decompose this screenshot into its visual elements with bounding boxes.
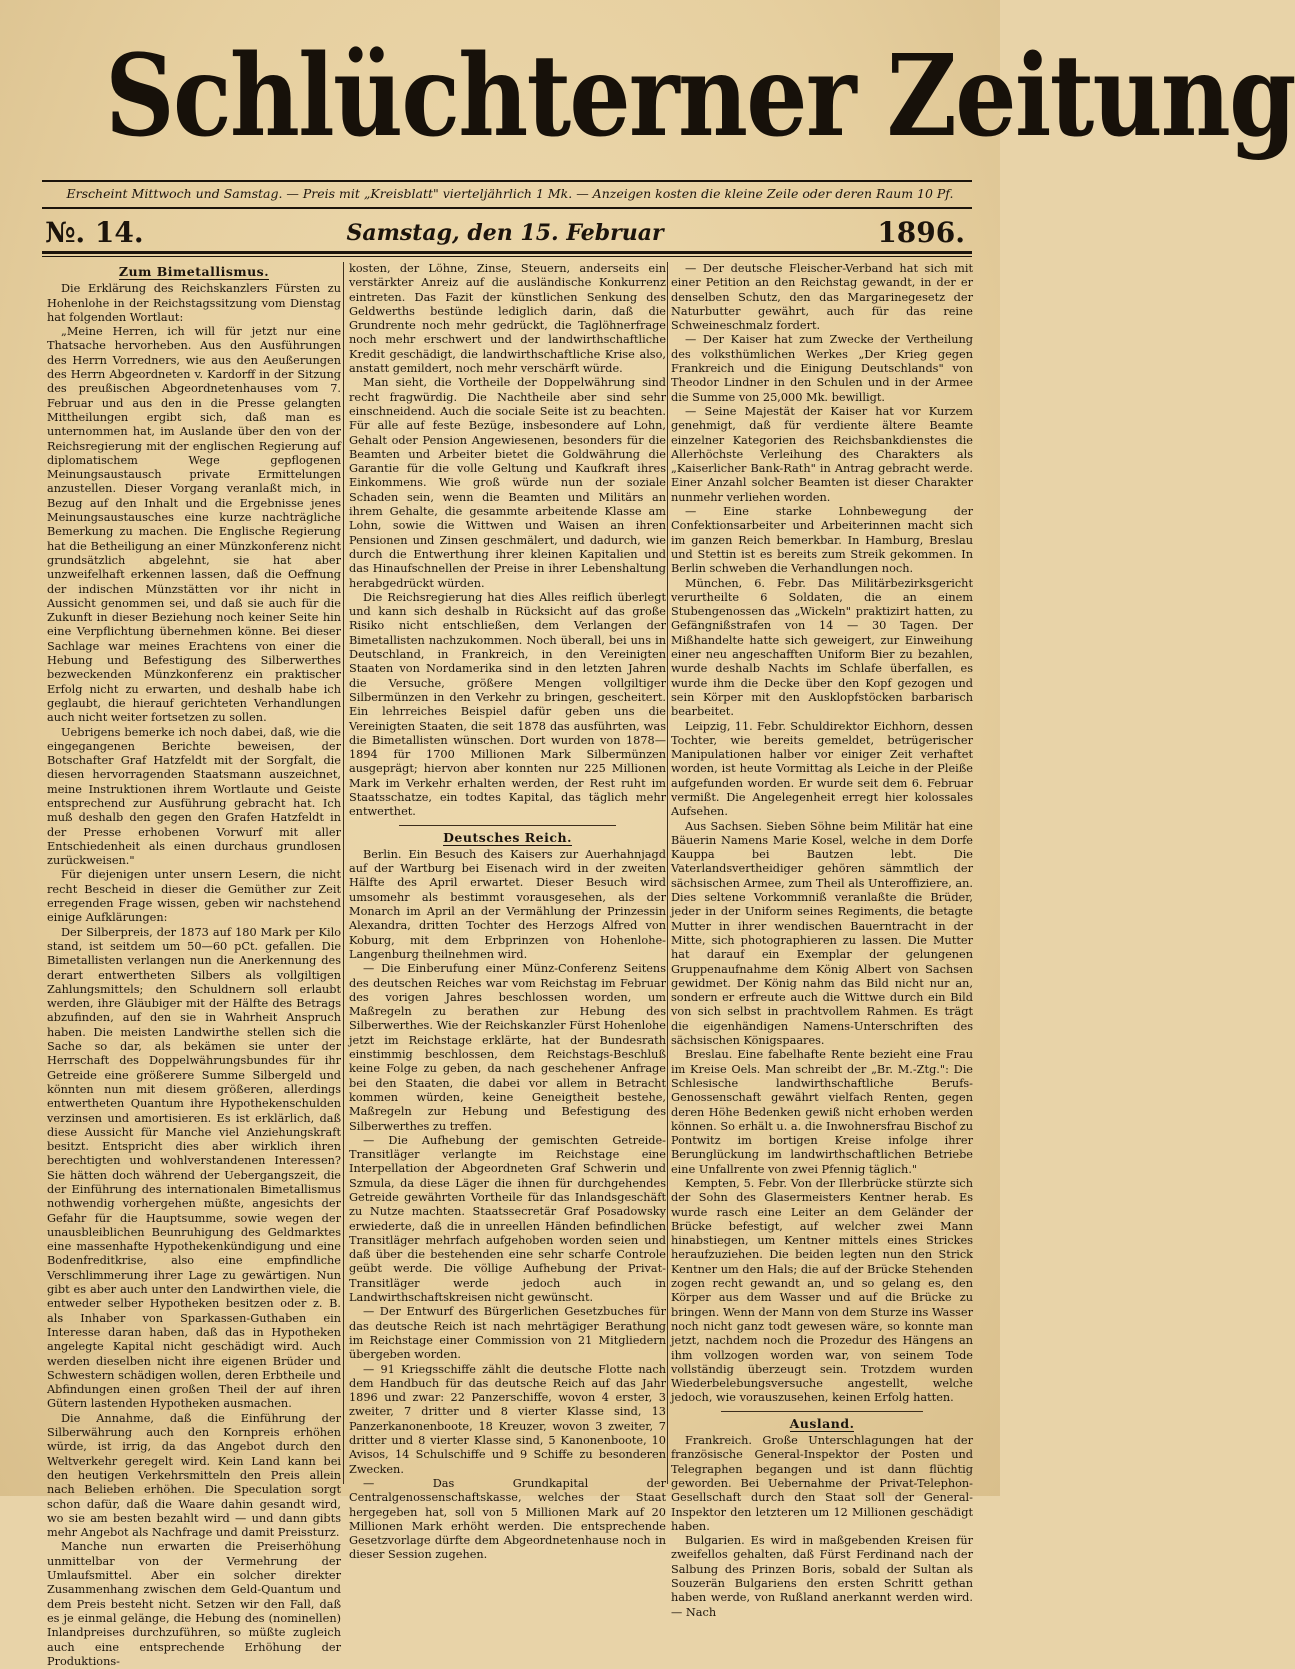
paragraph: „Meine Herren, ich will für jetzt nur eine Thatsache hervorheben. Aus den Ausführungen des Herrn Vorredners, wie aus den Aeußerungen des Herrn Abgeordneten v. Kardorff in der Sitzung des preußischen Abgeordnetenhauses vom 7. Februar und aus den in die Presse gelangten Mittheilungen ergibt sich, daß man es unternommen hat, im Auslande über den von der Reichsregierung mit der englischen Regierung auf diplomatischem Wege gepflogenen Meinungsaustausch private Ermittelungen anzustellen. Dieser Vorgang veranlaßt mich, in Bezug auf den Inhalt und die Ergebnisse jenes Meinungsaustausches eine kurze nachträgliche Bemerkung zu machen. Die Englische Regierung hat die Betheiligung an einer Münzkonferenz nicht grundsätzlich abgelehnt, sie hat aber unzweifelhaft erkennen lassen, daß die Oeffnung der indischen Münzstätten vor ihr nicht in Aussicht genommen sei, und daß sie auch für die Zukunft in dieser Beziehung noch keiner Seite hin eine Verpflichtung übernehmen könne. Bei dieser Sachlage war meines Erachtens von einer die Hebung und Befestigung des Silberwerthes bezweckenden Münzkonferenz ein praktischer Erfolg nicht zu erwarten, und deshalb habe ich geglaubt, die hierauf gerichteten Verhandlungen auch nicht weiter fortsetzen zu sollen. [47, 325, 341, 725]
paragraph: Leipzig, 11. Febr. Schuldirektor Eichhorn, dessen Tochter, wie bereits gemeldet, betrügerischer Manipulationen halber vor einiger Zeit verhaftet worden, ist heute Vormittag als Leiche in der Pleiße aufgefunden worden. Er wurde seit dem 6. Februar vermißt. Die Angelegenheit erregt hier kolossales Aufsehen. [671, 719, 973, 819]
paragraph: — Die Einberufung einer Münz-Conferenz Seitens des deutschen Reiches war vom Reichstag im Februar des vorigen Jahres beschlossen worden, um Maßregeln zu berathen zur Hebung des Silberwerthes. Wie der Reichskanzler Fürst Hohenlohe jetzt im Reichstage erklärte, hat der Bundesrath einstimmig beschlossen, dem Reichstags-Beschluß keine Folge zu geben, da nach geschehener Anfrage bei den Staaten, die dabei vor allem in Betracht kommen würden, keine Geneigtheit bestehe, Maßregeln zur Hebung und Befestigung des Silberwerthes zu treffen. [349, 962, 666, 1133]
tagline-rule [42, 207, 972, 209]
column-divider-1 [343, 262, 344, 1484]
paragraph: Berlin. Ein Besuch des Kaisers zur Auerhahnjagd auf der Wartburg bei Eisenach wird in der zweiten Hälfte des April erwartet. Dieser Besuch wird umsomehr als bestimmt vorausgesehen, als der Monarch im April an der Vermählung der Prinzessin Alexandra, dritten Tochter des Herzogs Alfred von Koburg, mit dem Erbprinzen von Hohenlohe-Langenburg theilnehmen wird. [349, 847, 666, 961]
paragraph: Die Reichsregierung hat dies Alles reiflich überlegt und kann sich deshalb in Rücksicht auf das große Risiko nicht entschließen, dem Verlangen der Bimetallisten nachzukommen. Noch überall, bei uns in Deutschland, in Frankreich, in den Vereinigten Staaten von Nordamerika sind in den letzten Jahren die Versuche, größere Mengen vollgiltiger Silbermünzen in den Verkehr zu bringen, gescheitert. Ein lehrreiches Beispiel dafür geben uns die Vereinigten Staaten, die seit 1878 das ausführten, was die Bimetallisten wünschen. Dort wurden von 1878—1894 für 1700 Millionen Mark Silbermünzen ausgeprägt; hiervon aber konnten nur 225 Millionen Mark im Verkehr erhalten werden, der Rest ruht im Staatsschatze, ein todtes Kapital, das täglich mehr entwerthet. [349, 590, 666, 819]
paragraph: — Der Entwurf des Bürgerlichen Gesetzbuches für das deutsche Reich ist nach mehrtägiger Berathung im Reichstage einer Commission von 21 Mitgliedern übergeben worden. [349, 1305, 666, 1362]
paragraph: kosten, der Löhne, Zinse, Steuern, anderseits ein verstärkter Anreiz auf die ausländische Konkurrenz eintreten. Das Fazit der künstlichen Senkung des Geldwerths bestünde lediglich darin, daß die Grundrente noch mehr gedrückt, die Taglöhnerfrage noch mehr erschwert und der landwirthschaftliche Kredit geschädigt, die landwirthschaftliche Krise also, anstatt gemildert, noch mehr verschärft würde. [349, 262, 666, 376]
paragraph: Aus Sachsen. Sieben Söhne beim Militär hat eine Bäuerin Namens Marie Kosel, welche in dem Dorfe Kauppa bei Bautzen lebt. Die Vaterlandsvertheidiger gehören sämmtlich der sächsischen Armee, zum Theil als Unteroffiziere, an. Dies seltene Vorkommniß veranlaßte die Brüder, jeder in der Uniform seines Regiments, die betagte Mutter in ihrer wendischen Bauerntracht in der Mitte, sich photographieren zu lassen. Die Mutter hat darauf ein Exemplar der gelungenen Gruppenaufnahme dem König Albert von Sachsen gewidmet. Der König nahm das Bild nicht nur an, sondern er erfreute auch die Wittwe durch ein Bild von sich selbst in prachtvollem Rahmen. Es trägt die eigenhändigen Namens-Unterschriften des sächsischen Königspaares. [671, 819, 973, 1048]
paragraph: Die Erklärung des Reichskanzlers Fürsten zu Hohenlohe in der Reichstagssitzung vom Dienstag hat folgenden Wortlaut: [47, 282, 341, 324]
paragraph: Die Annahme, daß die Einführung der Silberwährung auch den Kornpreis erhöhen würde, ist irrig, da das Angebot durch den Weltverkehr geregelt wird. Kein Land kann bei den heutigen Verkehrsmitteln den Preis allein nach Belieben erhöhen. Die Speculation sorgt schon dafür, daß die Waare dahin gesandt wird, wo sie am besten bezahlt wird — und dann gibts mehr Angebot als Nachfrage und damit Preissturz. [47, 1411, 341, 1540]
article-heading-bimetallismus: Zum Bimetallismus. [118, 264, 270, 279]
paragraph: — Das Grundkapital der Centralgenossenschaftskasse, welches der Staat hergegeben hat, soll von 5 Millionen Mark auf 20 Millionen Mark erhöht werden. Die entsprechende Gesetzvorlage dürfte dem Abgeordnetenhause noch in dieser Session zugehen. [349, 1476, 666, 1562]
paragraph: — 91 Kriegsschiffe zählt die deutsche Flotte nach dem Handbuch für das deutsche Reich auf das Jahr 1896 und zwar: 22 Panzerschiffe, wovon 4 erster, 3 zweiter, 7 dritter und 8 vierter Klasse sind, 13 Panzerkanonenboote, 18 Kreuzer, wovon 3 zweiter, 7 dritter und 8 vierter Klasse sind, 5 Kanonenboote, 10 Avisos, 14 Schulschiffe und 9 Schiffe zu besonderen Zwecken. [349, 1362, 666, 1476]
column-2 [349, 262, 666, 1562]
section-heading-ausland: Ausland. [789, 1415, 855, 1431]
paragraph: Bulgarien. Es wird in maßgebenden Kreisen für zweifellos gehalten, daß Fürst Ferdinand nach der Salbung des Prinzen Boris, sobald der Sultan als Souzerän Bulgariens den ersten Schritt gethan haben werde, von Rußland anerkannt werden wird. — Nach [671, 1534, 973, 1619]
paragraph: — Der deutsche Fleischer-Verband hat sich mit einer Petition an den Reichstag gewandt, in der er denselben Schutz, den das Margarinegesetz der Naturbutter gewährt, auch für das reine Schweineschmalz fordert. [671, 262, 973, 333]
section-heading-deutsches-reich: Deutsches Reich. [443, 829, 572, 845]
paragraph: München, 6. Febr. Das Militärbezirksgericht verurtheilte 6 Soldaten, die an einem Stubengenossen das „Wickeln" praktizirt hatten, zu Gefängnißstrafen von 14 — 30 Tagen. Der Mißhandelte hatte sich geweigert, zur Einweihung einer neu angeschafften Uniform Bier zu bezahlen, wurde deshalb Nachts im Schlafe überfallen, es wurde ihm die Decke über den Kopf gezogen und sein Körper mit den Ausklopfstöcken barbarisch bearbeitet. [671, 576, 973, 719]
paragraph: Frankreich. Große Unterschlagungen hat der französische General-Inspektor der Posten und Telegraphen begangen und ist dann flüchtig geworden. Bei Uebernahme der Privat-Telephon-Gesellschaft durch den Staat soll der General-Inspektor den letzteren um 12 Millionen geschädigt haben. [671, 1434, 973, 1533]
column-3 [671, 262, 973, 1619]
dateline [45, 212, 965, 250]
paragraph: — Seine Majestät der Kaiser hat vor Kurzem genehmigt, daß für verdiente ältere Beamte einzelner Kategorien des Reichsbankdienstes die Allerhöchste Verleihung des Charakters als „Kaiserlicher Bank-Rath" in Antrag gebracht werde. Einer Anzahl solcher Beamten ist dieser Charakter nunmehr verliehen worden. [671, 404, 973, 504]
column-1 [47, 262, 341, 1668]
paragraph: — Eine starke Lohnbewegung der Confektionsarbeiter und Arbeiterinnen macht sich im ganzen Reich bemerkbar. In Hamburg, Breslau und Stettin ist es bereits zum Streik gekommen. In Berlin schweben die Verhandlungen noch. [671, 505, 973, 576]
top-rule [42, 180, 972, 182]
paragraph: — Die Aufhebung der gemischten Getreide-Transitläger verlangte im Reichstage eine Interpellation der Abgeordneten Graf Schwerin und Szmula, da diese Läger die ihnen für durchgehendes Getreide gewährten Vortheile für das Inlandsgeschäft zu Nutze machten. Staatssecretär Graf Posadowsky erwiederte, daß die in unreellen Händen befindlichen Transitläger mehrfach aufgehoben worden seien und daß über die bestehenden eine sehr scharfe Controle geübt werde. Die völlige Aufhebung der Privat-Transitläger werde jedoch auch in Landwirthschaftskreisen nicht gewünscht. [349, 1133, 666, 1305]
paragraph: Kempten, 5. Febr. Von der Illerbrücke stürzte sich der Sohn des Glasermeisters Kentner herab. Es wurde rasch eine Leiter an dem Geländer der Brücke befestigt, auf welcher zwei Mann hinabstiegen, um Kentner mittels eines Strickes heraufzuziehen. Die beiden legten nun den Strick Kentner um den Hals; die auf der Brücke Stehenden zogen recht gewandt an, und so gelang es, den Körper aus dem Wasser und auf die Brücke zu bringen. Wenn der Mann von dem Sturze ins Wasser noch nicht ganz todt gewesen wäre, so konnte man jetzt, nachdem noch die Prozedur des Hängens an ihm vollzogen worden war, von seinem Tode vollständig überzeugt sein. Trotzdem wurden Wiederbelebungsversuche angestellt, welche jedoch, wie vorauszusehen, keinen Erfolg hatten. [671, 1177, 973, 1405]
paragraph: Für diejenigen unter unsern Lesern, die nicht recht Bescheid in dieser die Gemüther zur Zeit erregenden Frage wissen, geben wir nachstehend einige Aufklärungen: [47, 868, 341, 925]
paragraph: Manche nun erwarten die Preiserhöhung unmittelbar von der Vermehrung der Umlaufsmittel. Aber ein solcher direkter Zusammenhang zwischen dem Geld-Quantum und dem Preis besteht nicht. Setzen wir den Fall, daß es je einmal gelänge, die Hebung des (nominellen) Inlandpreises durchzuführen, so müßte zugleich auch eine entsprechende Erhöhung der Produktions- [47, 1540, 341, 1668]
subscription-tagline: Erscheint Mittwoch und Samstag. — Preis mit „Kreisblatt" vierteljährlich 1 Mk. — Anzeigen kosten die kleine Zeile oder deren Raum 10 Pf. [66, 186, 954, 201]
issue-year: 1896. [877, 216, 965, 249]
paragraph: Man sieht, die Vortheile der Doppelwährung sind recht fragwürdig. Die Nachtheile aber sind sehr einschneidend. Auch die sociale Seite ist zu beachten. Für alle auf feste Bezüge, insbesondere auf Lohn, Gehalt oder Pension Angewiesenen, besonders für die Beamten und Arbeiter bietet die Goldwährung die Garantie für die volle Geltung und Kaufkraft ihres Einkommens. Wie groß würde nun der soziale Schaden sein, wenn die Beamten und Militärs an ihrem Gehalte, die gesammte arbeitende Klasse am Lohn, sowie die Wittwen und Waisen an ihren Pensionen und Zinsen geschmälert, und dadurch, wie durch die Entwerthung ihrer kleinen Kapitalien und das Hinaufschnellen der Preise in ihrer Lebenshaltung herabgedrückt würden. [349, 376, 666, 590]
dateline-rule-thin [42, 256, 972, 257]
paragraph: Der Silberpreis, der 1873 auf 180 Mark per Kilo stand, ist seitdem um 50—60 pCt. gefallen. Die Bimetallisten verlangen nun die Anerkennung des derart entwertheten Silbers als vollgiltigen Zahlungsmittels; den Schuldnern soll erlaubt werden, ihre Gläubiger mit der Hälfte des Betrags abzufinden, auf den sie in Wahrheit Anspruch haben. Die meisten Landwirthe stellen sich die Sache so dar, als bekämen sie unter der Herrschaft des Doppelwährungsbundes für ihr Getreide eine größerere Summe Silbergeld und könnten nun mit diesem größeren, allerdings entwertheten Quantum ihre Hypothekenschulden verzinsen und amortisieren. Es ist erklärlich, daß diese Aussicht für Manche viel Anziehungskraft besitzt. Entspricht dies aber wirklich ihren berechtigten und wohlverstandenen Interessen? Sie hätten doch während der Uebergangszeit, die der Einführung des internationalen Bimetallismus nothwendig vorhergehen müßte, angesichts der Gefahr für die Hauptsumme, sowie wegen der unausbleiblichen Beunruhigung des Geldmarktes eine massenhafte Hypothekenkündigung und eine Bodenfreditkrise, also eine empfindliche Verschlimmerung ihrer Lage zu gewärtigen. Nun gibt es aber auch unter den Landwirthen viele, die entweder selber Hypotheken besitzen oder z. B. als Inhaber von Sparkassen-Guthaben ein Interesse daran haben, daß das in Hypotheken angelegte Kapital nicht geschädigt wird. Auch werden dieselben nicht ihre eigenen Brüder und Schwestern schädigen wollen, deren Erbtheile und Abfindungen einen großen Theil der auf ihren Gütern lastenden Hypotheken ausmachen. [47, 925, 341, 1411]
section-divider [721, 1411, 923, 1412]
paragraph: Uebrigens bemerke ich noch dabei, daß, wie die eingegangenen Berichte beweisen, der Botschafter Graf Hatzfeldt mit der Sorgfalt, die diesen hervorragenden Staatsmann auszeichnet, meine Instruktionen ihrem Wortlaute und Geiste entsprechend zur Ausführung gebracht hat. Ich muß deshalb den gegen den Grafen Hatzfeldt in der Presse erhobenen Vorwurf mit aller Entschiedenheit als einen durchaus grundlosen zurückweisen." [47, 725, 341, 868]
dateline-rule [42, 251, 972, 254]
issue-date: Samstag, den 15. Februar [346, 220, 664, 246]
section-divider [399, 825, 616, 826]
column-divider-2 [667, 262, 668, 1484]
paragraph: Breslau. Eine fabelhafte Rente bezieht eine Frau im Kreise Oels. Man schreibt der „Br. M.-Ztg.": Die Schlesische landwirthschaftliche Berufs-Genossenschaft gewährt vielfach Renten, gegen deren Höhe Bedenken gewiß nicht erhoben werden können. So erhält u. a. die Inwohnersfrau Bischof zu Pontwitz im bortigen Kreise infolge ihrer Berunglückung im landwirthschaftlichen Betriebe eine Unfallrente von zwei Pfennig täglich." [671, 1048, 973, 1176]
paragraph: — Der Kaiser hat zum Zwecke der Vertheilung des volksthümlichen Werkes „Der Krieg gegen Frankreich und die Einigung Deutschlands" von Theodor Lindner in den Schulen und in der Armee die Summe von 25,000 Mk. bewilligt. [671, 333, 973, 404]
issue-number: №. 14. [45, 216, 144, 249]
masthead-title: Schlüchterner Zeitung [105, 31, 1295, 162]
